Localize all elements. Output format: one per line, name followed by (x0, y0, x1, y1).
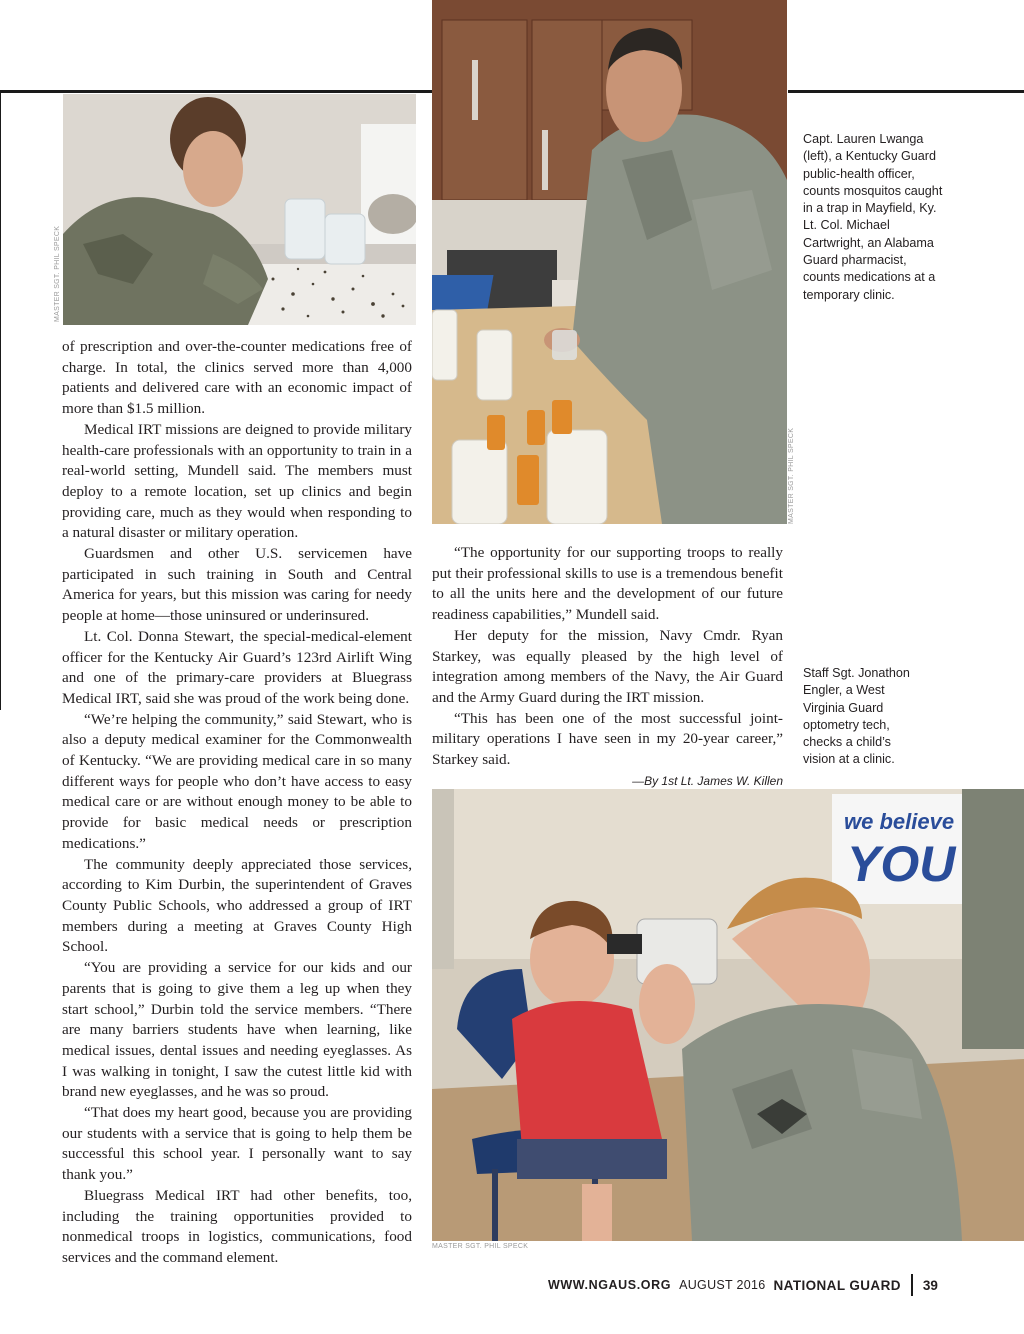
paragraph: The community deeply appreciated those services, according to Kim Durbin, the superintendent of Graves County Public Schools, who addressed a group of IRT members during a meeting at Graves County High School. (62, 855, 412, 956)
paragraph: of prescription and over-the-counter medications free of charge. In total, the clinics served more than 4,000 patients and delivered care with an economic impact of more than $1.5 million. (62, 338, 412, 418)
footer-magazine-title: NATIONAL GUARD (773, 1277, 901, 1293)
sign-text-1: we believe (844, 809, 955, 834)
mosquito-count-photo (63, 94, 416, 325)
optometry-photo-icon (432, 789, 1024, 1241)
footer-url[interactable]: WWW.NGAUS.ORG (548, 1278, 672, 1292)
paragraph: Medical IRT missions are deigned to provide military health-care professionals with an opportunity to train in a real-world setting, Mundell said. The members must deploy to a remote location, set up clinics and begin providing care, much as they would when responding to a natural disaster or military operation. (62, 420, 412, 542)
paragraph: Lt. Col. Donna Stewart, the special-medical-element officer for the Kentucky Air Guard’s 123rd Airlift Wing and one of the primary-care providers at Bluegrass Medical IRT, said she was proud of the work being done. (62, 627, 412, 707)
paragraph: “That does my heart good, because you are providing our students with a service that is going to help them be successful this school year. I personally want to say thank you.” (62, 1104, 412, 1184)
paragraph: “We’re helping the community,” said Stewart, who is also a deputy medical examiner for the Commonwealth of Kentucky. “We are providing medical care in so many different ways for people who don’t have access to easy medical care or are without enough money to be able to provide for basic medical needs or prescription medications.” (62, 710, 412, 852)
paragraph: “You are providing a service for our kids and our parents that is going to give them a leg up when they start school,” Durbin told the service members. “There are many barriers students have when learning, like medical issues, dental issues and needing eyeglasses. As I was walking in tonight, I saw the cutest little kid with brand new eyeglasses, and he was so proud. (62, 959, 412, 1101)
mosquito-photo-credit: MASTER SGT. PHIL SPECK (54, 225, 61, 322)
footer-date: AUGUST 2016 (679, 1278, 766, 1292)
left-margin-rule (0, 90, 1, 710)
byline: —By 1st Lt. James W. Killen (632, 773, 783, 788)
pharmacist-photo-credit: MASTER SGT. PHIL SPECK (788, 427, 795, 524)
footer-divider (911, 1274, 913, 1296)
paragraph: “The opportunity for our supporting troops to really put their professional skills to use is a tremendous benefit to all the units here and the development of our future readiness capabilities,” Mundell said. (432, 544, 783, 624)
photo-caption-top: Capt. Lauren Lwanga (left), a Kentucky Guard public-health officer, counts mosquitos caught in a trap in Mayfield, Ky. Lt. Col. Michael Cartwright, an Alabama Guard pharmacist, counts medications at a temporary clinic. (803, 132, 943, 302)
sign-text-2: YOU (847, 836, 956, 892)
top-rule-left (0, 90, 432, 93)
left-column-text (62, 337, 412, 1269)
right-column-text (432, 543, 783, 791)
pharmacist-photo (432, 0, 787, 524)
page-number: 39 (922, 1277, 938, 1293)
paragraph: Guardsmen and other U.S. servicemen have participated in such training in South and Central America for years, but this mission was caring for needy people at home—those uninsured or underinsured. (62, 545, 412, 625)
paragraph: “This has been one of the most successful joint-military operations I have seen in my 20-year career,” Starkey said. (432, 709, 783, 769)
top-rule-right (788, 90, 1024, 93)
paragraph: Bluegrass Medical IRT had other benefits, too, including the training opportunities provided to nonmedical troops in logistics, communications, food services and the command element. (62, 1186, 412, 1266)
paragraph: Her deputy for the mission, Navy Cmdr. Ryan Starkey, was equally pleased by the high level of integration among members of the Navy, the Air Guard and the Army Guard during the IRT mission. (432, 626, 783, 706)
page-footer (548, 1274, 988, 1296)
pharmacist-photo-icon (432, 0, 787, 524)
optometry-photo-credit: MASTER SGT. PHIL SPECK (432, 1243, 529, 1250)
mosquito-count-photo-icon (63, 94, 416, 325)
photo-caption-bottom: Staff Sgt. Jonathon Engler, a West Virginia Guard optometry tech, checks a child’s vision at a clinic. (803, 666, 910, 767)
optometry-photo (432, 789, 1024, 1241)
